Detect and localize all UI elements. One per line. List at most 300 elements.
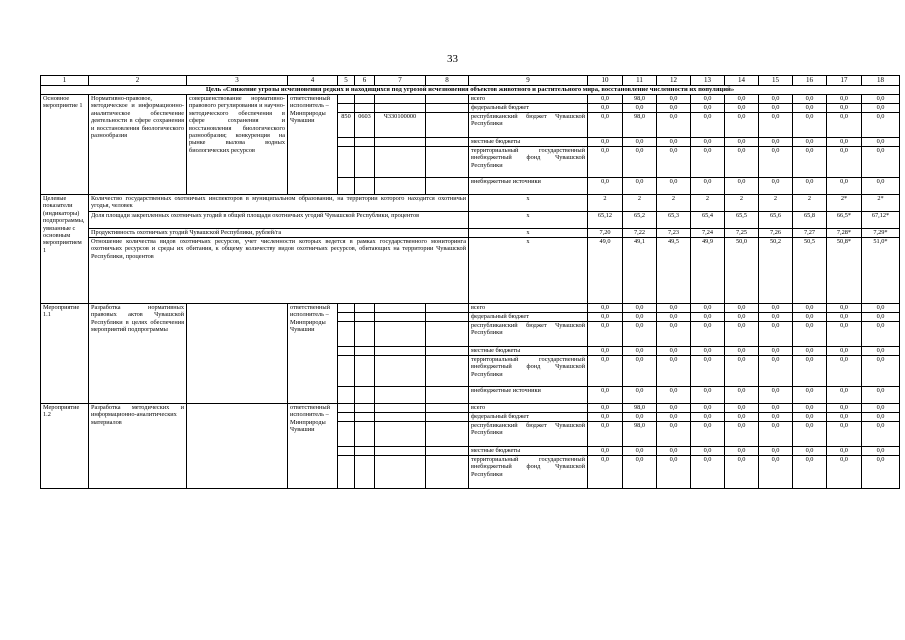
value-cell: 0,0 xyxy=(759,178,793,195)
csr-cell xyxy=(375,422,426,447)
target-value: 65,6 xyxy=(759,212,793,229)
value-cell: 0,0 xyxy=(725,322,759,347)
block3-row xyxy=(41,404,900,413)
vr-cell xyxy=(426,456,469,489)
targets-label: Целевые показатели (индикаторы) подпрограммы, увязанные с основным мероприятием 1 xyxy=(41,195,89,304)
value-cell: 0,0 xyxy=(862,138,900,147)
value-cell: 0,0 xyxy=(793,138,827,147)
funding-source: федеральный бюджет xyxy=(469,313,588,322)
rzpr-cell xyxy=(355,304,375,313)
target-name: Доля площади закрепленных охотничьих угодий в общей площади охотничьих угодий Чувашской Республики, процентов xyxy=(89,212,469,229)
grbs-cell xyxy=(338,404,355,413)
value-cell: 0,0 xyxy=(588,456,623,489)
value-cell: 0,0 xyxy=(623,447,657,456)
rzpr-cell xyxy=(355,422,375,447)
value-cell: 0,0 xyxy=(691,422,725,447)
rzpr-cell xyxy=(355,322,375,347)
value-cell: 0,0 xyxy=(588,147,623,178)
value-cell: 0,0 xyxy=(759,447,793,456)
vr-cell xyxy=(426,304,469,313)
value-cell: 0,0 xyxy=(862,422,900,447)
value-cell: 0,0 xyxy=(862,304,900,313)
value-cell: 0,0 xyxy=(623,413,657,422)
goal-row xyxy=(41,86,900,95)
value-cell: 0,0 xyxy=(793,178,827,195)
value-cell: 0,0 xyxy=(862,447,900,456)
target-x: х xyxy=(469,229,588,238)
value-cell: 0,0 xyxy=(725,447,759,456)
vr-cell xyxy=(426,347,469,356)
value-cell: 0,0 xyxy=(691,447,725,456)
program-table xyxy=(40,75,900,489)
header-col-17: 17 xyxy=(827,76,862,86)
csr-cell xyxy=(375,413,426,422)
value-cell: 98,0 xyxy=(623,422,657,447)
csr-cell xyxy=(375,356,426,387)
value-cell: 0,0 xyxy=(725,422,759,447)
value-cell: 0,0 xyxy=(623,313,657,322)
value-cell: 0,0 xyxy=(623,356,657,387)
header-col-2: 2 xyxy=(89,76,187,86)
value-cell: 0,0 xyxy=(827,387,862,404)
vr-cell xyxy=(426,447,469,456)
value-cell: 0,0 xyxy=(657,95,691,104)
value-cell: 0,0 xyxy=(827,95,862,104)
value-cell: 0,0 xyxy=(588,322,623,347)
vr-cell xyxy=(426,322,469,347)
rzpr-cell xyxy=(355,138,375,147)
value-cell: 0,0 xyxy=(623,138,657,147)
header-col-14: 14 xyxy=(725,76,759,86)
target-value: 65,8 xyxy=(793,212,827,229)
value-cell: 0,0 xyxy=(827,356,862,387)
target-value: 65,2 xyxy=(623,212,657,229)
value-cell: 0,0 xyxy=(827,413,862,422)
value-cell: 0,0 xyxy=(793,113,827,138)
block3-name: Разработка методических и информационно-аналитических материалов xyxy=(89,404,187,489)
value-cell: 0,0 xyxy=(827,322,862,347)
vr-cell xyxy=(426,147,469,178)
value-cell: 0,0 xyxy=(827,313,862,322)
funding-source: федеральный бюджет xyxy=(469,413,588,422)
value-cell: 0,0 xyxy=(725,304,759,313)
header-col-13: 13 xyxy=(691,76,725,86)
value-cell: 0,0 xyxy=(827,304,862,313)
value-cell: 0,0 xyxy=(725,456,759,489)
header-col-5: 5 xyxy=(338,76,355,86)
value-cell: 0,0 xyxy=(725,413,759,422)
csr-cell xyxy=(375,95,426,104)
value-cell: 0,0 xyxy=(623,147,657,178)
target-x: х xyxy=(469,212,588,229)
target-row xyxy=(41,238,900,304)
csr-cell xyxy=(375,147,426,178)
value-cell: 0,0 xyxy=(588,387,623,404)
value-cell: 0,0 xyxy=(623,456,657,489)
target-value: 2 xyxy=(588,195,623,212)
csr-cell xyxy=(375,387,426,404)
value-cell: 0,0 xyxy=(793,95,827,104)
grbs-cell xyxy=(338,356,355,387)
value-cell: 0,0 xyxy=(657,413,691,422)
grbs-cell xyxy=(338,447,355,456)
value-cell: 0,0 xyxy=(862,313,900,322)
value-cell: 0,0 xyxy=(759,347,793,356)
value-cell: 0,0 xyxy=(657,404,691,413)
value-cell: 0,0 xyxy=(691,147,725,178)
rzpr-cell xyxy=(355,347,375,356)
value-cell: 0,0 xyxy=(691,456,725,489)
vr-code xyxy=(426,113,469,138)
target-value: 2 xyxy=(725,195,759,212)
value-cell: 0,0 xyxy=(725,178,759,195)
block1-label: Основное мероприятие 1 xyxy=(41,95,89,195)
block3-result xyxy=(187,404,288,489)
grbs-cell xyxy=(338,347,355,356)
target-value: 49,1 xyxy=(623,238,657,304)
goal-text: Цель «Снижение угрозы исчезновения редких и находящихся под угрозой исчезновения объектов животного и растительного мира, восстановление численности их популяций» xyxy=(41,86,900,95)
target-value: 7,24 xyxy=(691,229,725,238)
target-value: 2 xyxy=(793,195,827,212)
target-value: 2 xyxy=(759,195,793,212)
block1-row xyxy=(41,95,900,104)
target-x: х xyxy=(469,195,588,212)
csr-cell xyxy=(375,178,426,195)
funding-source: всего xyxy=(469,95,588,104)
value-cell: 0,0 xyxy=(588,356,623,387)
target-name: Отношение количества видов охотничьих ресурсов, учет численности которых ведется в рамках государственного мониторинга охотничьих ресурсов и среды их обитания, к общему количеству видов охотничьих ресурсов, обитающих на территории Чувашской Республики, процентов xyxy=(89,238,469,304)
csr-cell xyxy=(375,313,426,322)
value-cell: 0,0 xyxy=(691,138,725,147)
block2-label: Мероприятие 1.1 xyxy=(41,304,89,404)
table-body xyxy=(41,76,900,489)
target-value: 65,4 xyxy=(691,212,725,229)
block2-executor: ответственный исполнитель – Минприроды Чувашии xyxy=(288,304,338,404)
target-value: 49,9 xyxy=(691,238,725,304)
target-value: 65,3 xyxy=(657,212,691,229)
header-col-4: 4 xyxy=(288,76,338,86)
value-cell: 0,0 xyxy=(862,413,900,422)
value-cell: 0,0 xyxy=(759,138,793,147)
funding-source: территориальный государственный внебюджетный фонд Чувашской Республики xyxy=(469,147,588,178)
value-cell: 0,0 xyxy=(862,147,900,178)
grbs-code: 850 xyxy=(338,113,355,138)
funding-source: всего xyxy=(469,304,588,313)
grbs-cell xyxy=(338,456,355,489)
value-cell: 0,0 xyxy=(725,113,759,138)
target-value: 7,29* xyxy=(862,229,900,238)
value-cell: 0,0 xyxy=(793,447,827,456)
block1-name: Нормативно-правовое, методическое и информационно-аналитическое обеспечение деятельности в сфере сохранения и восстановления биологического разнообразия xyxy=(89,95,187,195)
value-cell: 0,0 xyxy=(588,313,623,322)
header-col-7: 7 xyxy=(375,76,426,86)
value-cell: 0,0 xyxy=(725,95,759,104)
value-cell: 0,0 xyxy=(657,313,691,322)
target-value: 7,20 xyxy=(588,229,623,238)
rzpr-cell xyxy=(355,447,375,456)
funding-source: территориальный государственный внебюджетный фонд Чувашской Республики xyxy=(469,356,588,387)
target-value: 2* xyxy=(827,195,862,212)
value-cell: 0,0 xyxy=(793,413,827,422)
value-cell: 0,0 xyxy=(657,138,691,147)
value-cell: 0,0 xyxy=(691,413,725,422)
value-cell: 0,0 xyxy=(793,104,827,113)
value-cell: 0,0 xyxy=(759,313,793,322)
value-cell: 98,0 xyxy=(623,95,657,104)
target-value: 2 xyxy=(691,195,725,212)
funding-source: территориальный государственный внебюджетный фонд Чувашской Республики xyxy=(469,456,588,489)
csr-cell xyxy=(375,404,426,413)
funding-source: местные бюджеты xyxy=(469,138,588,147)
block1-result: совершенствование нормативно-правового регулирования и научно-методического обеспечения в сфере сохранения и восстановления биологического разнообразия; конкуренция на рынке вылова водных биологических ресурсов xyxy=(187,95,288,195)
value-cell: 0,0 xyxy=(759,104,793,113)
value-cell: 0,0 xyxy=(691,95,725,104)
value-cell: 0,0 xyxy=(793,456,827,489)
value-cell: 0,0 xyxy=(691,178,725,195)
funding-source: федеральный бюджет xyxy=(469,104,588,113)
value-cell: 0,0 xyxy=(759,322,793,347)
funding-source: республиканский бюджет Чувашской Республики xyxy=(469,322,588,347)
header-col-6: 6 xyxy=(355,76,375,86)
target-name: Количество государственных охотничьих инспекторов в муниципальном образовании, на территории которого находится охотничьи угодья, человек xyxy=(89,195,469,212)
header-col-16: 16 xyxy=(793,76,827,86)
value-cell: 0,0 xyxy=(793,313,827,322)
value-cell: 0,0 xyxy=(588,113,623,138)
value-cell: 0,0 xyxy=(623,347,657,356)
value-cell: 0,0 xyxy=(759,113,793,138)
funding-source: внебюджетные источники xyxy=(469,178,588,195)
rzpr-cell xyxy=(355,413,375,422)
value-cell: 0,0 xyxy=(623,322,657,347)
value-cell: 0,0 xyxy=(827,113,862,138)
value-cell: 0,0 xyxy=(793,147,827,178)
value-cell: 0,0 xyxy=(657,387,691,404)
grbs-cell xyxy=(338,304,355,313)
grbs-cell xyxy=(338,387,355,404)
header-col-10: 10 xyxy=(588,76,623,86)
target-value: 66,5* xyxy=(827,212,862,229)
target-row xyxy=(41,212,900,229)
value-cell: 0,0 xyxy=(793,387,827,404)
value-cell: 0,0 xyxy=(862,356,900,387)
header-col-3: 3 xyxy=(187,76,288,86)
value-cell: 0,0 xyxy=(793,404,827,413)
value-cell: 0,0 xyxy=(691,104,725,113)
value-cell: 0,0 xyxy=(657,104,691,113)
value-cell: 0,0 xyxy=(725,404,759,413)
value-cell: 0,0 xyxy=(691,322,725,347)
block3-label: Мероприятие 1.2 xyxy=(41,404,89,489)
rzpr-code: 0603 xyxy=(355,113,375,138)
csr-cell xyxy=(375,347,426,356)
value-cell: 0,0 xyxy=(691,113,725,138)
header-row xyxy=(41,76,900,86)
grbs-cell xyxy=(338,147,355,178)
csr-cell xyxy=(375,304,426,313)
vr-cell xyxy=(426,422,469,447)
value-cell: 98,0 xyxy=(623,113,657,138)
target-value: 7,26 xyxy=(759,229,793,238)
value-cell: 0,0 xyxy=(793,304,827,313)
value-cell: 0,0 xyxy=(725,147,759,178)
value-cell: 0,0 xyxy=(759,456,793,489)
value-cell: 0,0 xyxy=(793,422,827,447)
value-cell: 0,0 xyxy=(588,138,623,147)
rzpr-cell xyxy=(355,95,375,104)
value-cell: 0,0 xyxy=(793,322,827,347)
value-cell: 0,0 xyxy=(759,95,793,104)
grbs-cell xyxy=(338,104,355,113)
target-value: 7,25 xyxy=(725,229,759,238)
value-cell: 0,0 xyxy=(759,147,793,178)
grbs-cell xyxy=(338,95,355,104)
target-value: 7,28* xyxy=(827,229,862,238)
rzpr-cell xyxy=(355,104,375,113)
value-cell: 0,0 xyxy=(657,178,691,195)
vr-cell xyxy=(426,95,469,104)
block2-name: Разработка нормативных правовых актов Чувашской Республики в целях обеспечения мероприятий подпрограммы xyxy=(89,304,187,404)
value-cell: 0,0 xyxy=(657,113,691,138)
rzpr-cell xyxy=(355,178,375,195)
rzpr-cell xyxy=(355,356,375,387)
rzpr-cell xyxy=(355,147,375,178)
target-value: 65,12 xyxy=(588,212,623,229)
value-cell: 0,0 xyxy=(725,138,759,147)
value-cell: 0,0 xyxy=(862,178,900,195)
vr-cell xyxy=(426,178,469,195)
value-cell: 0,0 xyxy=(793,356,827,387)
value-cell: 0,0 xyxy=(862,322,900,347)
value-cell: 0,0 xyxy=(588,422,623,447)
value-cell: 0,0 xyxy=(725,347,759,356)
target-value: 2 xyxy=(623,195,657,212)
target-name: Продуктивность охотничьих угодий Чувашской Республики, рублей/га xyxy=(89,229,469,238)
value-cell: 0,0 xyxy=(759,304,793,313)
value-cell: 0,0 xyxy=(657,447,691,456)
target-row xyxy=(41,229,900,238)
value-cell: 0,0 xyxy=(862,404,900,413)
funding-source: внебюджетные источники xyxy=(469,387,588,404)
value-cell: 0,0 xyxy=(691,356,725,387)
value-cell: 0,0 xyxy=(862,95,900,104)
value-cell: 98,0 xyxy=(623,404,657,413)
rzpr-cell xyxy=(355,404,375,413)
value-cell: 0,0 xyxy=(657,347,691,356)
value-cell: 0,0 xyxy=(725,356,759,387)
vr-cell xyxy=(426,313,469,322)
value-cell: 0,0 xyxy=(862,347,900,356)
value-cell: 0,0 xyxy=(657,422,691,447)
value-cell: 0,0 xyxy=(827,422,862,447)
csr-cell xyxy=(375,322,426,347)
funding-source: местные бюджеты xyxy=(469,347,588,356)
grbs-cell xyxy=(338,413,355,422)
grbs-cell xyxy=(338,313,355,322)
value-cell: 0,0 xyxy=(588,178,623,195)
value-cell: 0,0 xyxy=(862,113,900,138)
target-x: х xyxy=(469,238,588,304)
value-cell: 0,0 xyxy=(725,387,759,404)
value-cell: 0,0 xyxy=(588,347,623,356)
header-col-15: 15 xyxy=(759,76,793,86)
value-cell: 0,0 xyxy=(588,104,623,113)
target-value: 67,12* xyxy=(862,212,900,229)
target-value: 49,0 xyxy=(588,238,623,304)
funding-source: местные бюджеты xyxy=(469,447,588,456)
target-value: 2* xyxy=(862,195,900,212)
target-value: 51,0* xyxy=(862,238,900,304)
value-cell: 0,0 xyxy=(588,413,623,422)
value-cell: 0,0 xyxy=(691,304,725,313)
value-cell: 0,0 xyxy=(827,456,862,489)
value-cell: 0,0 xyxy=(827,347,862,356)
target-value: 7,22 xyxy=(623,229,657,238)
block3-executor: ответственный исполнитель – Минприроды Чувашии xyxy=(288,404,338,489)
value-cell: 0,0 xyxy=(862,387,900,404)
block2-result xyxy=(187,304,288,404)
grbs-cell xyxy=(338,178,355,195)
value-cell: 0,0 xyxy=(725,104,759,113)
vr-cell xyxy=(426,104,469,113)
value-cell: 0,0 xyxy=(657,322,691,347)
value-cell: 0,0 xyxy=(623,178,657,195)
target-value: 65,5 xyxy=(725,212,759,229)
rzpr-cell xyxy=(355,456,375,489)
target-value: 2 xyxy=(657,195,691,212)
grbs-cell xyxy=(338,422,355,447)
value-cell: 0,0 xyxy=(623,104,657,113)
target-value: 50,5 xyxy=(793,238,827,304)
header-col-11: 11 xyxy=(623,76,657,86)
value-cell: 0,0 xyxy=(759,387,793,404)
value-cell: 0,0 xyxy=(588,304,623,313)
header-col-8: 8 xyxy=(426,76,469,86)
funding-source: республиканский бюджет Чувашской Республики xyxy=(469,422,588,447)
vr-cell xyxy=(426,404,469,413)
block2-row xyxy=(41,304,900,313)
value-cell: 0,0 xyxy=(588,447,623,456)
target-value: 50,2 xyxy=(759,238,793,304)
header-col-18: 18 xyxy=(862,76,900,86)
vr-cell xyxy=(426,387,469,404)
value-cell: 0,0 xyxy=(759,356,793,387)
value-cell: 0,0 xyxy=(862,456,900,489)
csr-code: Ч330100000 xyxy=(375,113,426,138)
value-cell: 0,0 xyxy=(759,413,793,422)
funding-source: всего xyxy=(469,404,588,413)
target-value: 7,23 xyxy=(657,229,691,238)
csr-cell xyxy=(375,447,426,456)
value-cell: 0,0 xyxy=(725,313,759,322)
csr-cell xyxy=(375,456,426,489)
target-value: 7,27 xyxy=(793,229,827,238)
header-col-12: 12 xyxy=(657,76,691,86)
value-cell: 0,0 xyxy=(657,147,691,178)
grbs-cell xyxy=(338,138,355,147)
value-cell: 0,0 xyxy=(827,147,862,178)
block1-executor: ответственный исполнитель – Минприроды Чувашии xyxy=(288,95,338,195)
value-cell: 0,0 xyxy=(691,387,725,404)
target-value: 50,0 xyxy=(725,238,759,304)
value-cell: 0,0 xyxy=(623,304,657,313)
csr-cell xyxy=(375,138,426,147)
value-cell: 0,0 xyxy=(827,138,862,147)
vr-cell xyxy=(426,138,469,147)
target-value: 49,5 xyxy=(657,238,691,304)
value-cell: 0,0 xyxy=(827,404,862,413)
value-cell: 0,0 xyxy=(759,404,793,413)
header-col-1: 1 xyxy=(41,76,89,86)
